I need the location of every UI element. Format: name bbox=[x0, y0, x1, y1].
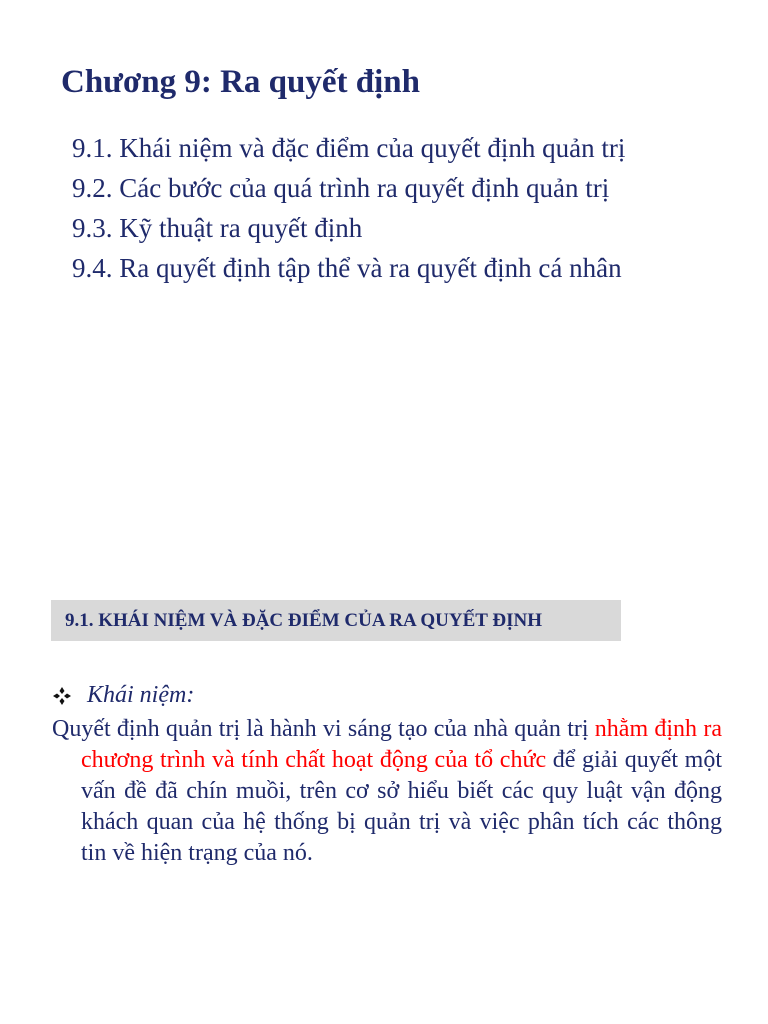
toc-item: 9.2. Các bước của quá trình ra quyết định quản trị bbox=[72, 173, 610, 203]
definition-highlight: nhằm định ra chương trình và tính chất hoạt động của tổ chức bbox=[81, 716, 722, 773]
section-header-bar bbox=[51, 600, 621, 641]
toc-item: 9.1. Khái niệm và đặc điểm của quyết định quản trị bbox=[72, 133, 626, 163]
diamond-bullet-icon bbox=[52, 686, 72, 706]
chapter-title: Chương 9: Ra quyết định bbox=[61, 64, 421, 100]
table-of-contents bbox=[72, 128, 625, 288]
toc-item: 9.4. Ra quyết định tập thể và ra quyết định cá nhân bbox=[72, 253, 622, 283]
concept-heading bbox=[52, 682, 194, 709]
section-header-text: 9.1. KHÁI NIỆM VÀ ĐẶC ĐIỂM CỦA RA QUYẾT ĐỊNH bbox=[65, 609, 542, 631]
definition-text: Quyết định quản trị là hành vi sáng tạo của nhà quản trị bbox=[52, 716, 595, 742]
concept-label: Khái niệm: bbox=[87, 682, 195, 708]
toc-item: 9.3. Kỹ thuật ra quyết định bbox=[72, 213, 363, 243]
definition-text: để giải quyết một vấn đề đã chín muồi, trên cơ sở hiểu biết các quy luật vận động khách quan của hệ thống bị quản trị và việc phân tích các thông tin về hiện trạng của nó. bbox=[81, 747, 723, 866]
definition-paragraph bbox=[52, 714, 722, 869]
